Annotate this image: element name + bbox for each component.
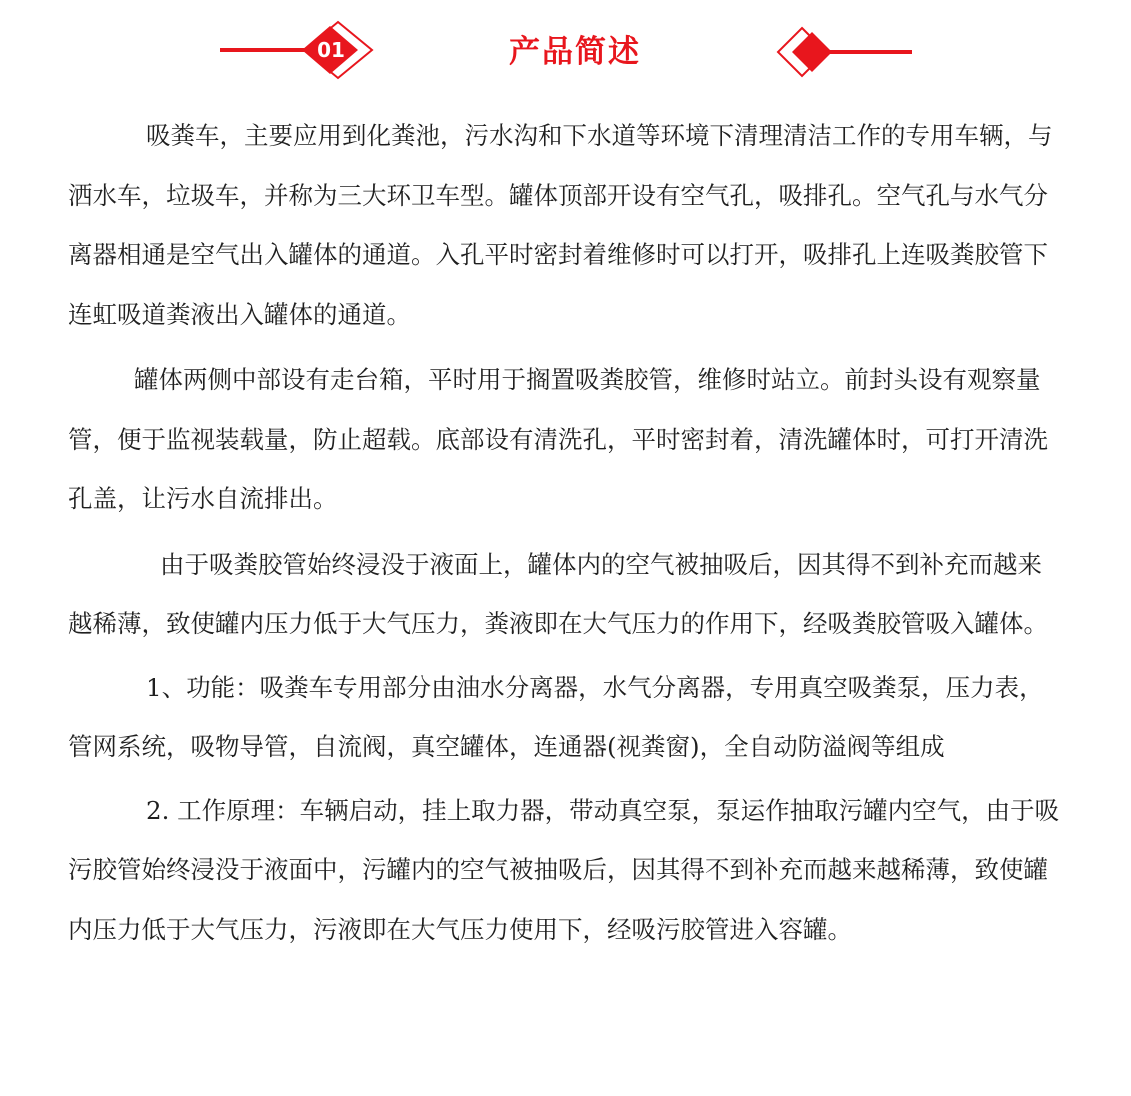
paragraph-working-principle: 2. 工作原理：车辆启动，挂上取力器，带动真空泵，泵运作抽取污罐内空气，由于吸污胶管始终浸没于液面中，污罐内的空气被抽吸后，因其得不到补充而越来越稀薄，致使罐内压力低于大气压力，污液即在大气压力使用下，经吸污胶管进入容罐。 [68,795,1060,944]
paragraph-intro: 吸粪车，主要应用到化粪池，污水沟和下水道等环境下清理清洁工作的专用车辆，与洒水车，垃圾车，并称为三大环卫车型。罐体顶部开设有空气孔，吸排孔。空气孔与水气分离器相通是空气出入罐体的通道。入孔平时密封着维修时可以打开，吸排孔上连吸粪胶管下连虹吸道粪液出入罐体的通道。 [68,121,1053,329]
article-body [68,106,1063,959]
section-header [0,0,1131,110]
right-diamond [792,32,832,72]
paragraph-suction-principle: 由于吸粪胶管始终浸没于液面上，罐体内的空气被抽吸后，因其得不到补充而越来越稀薄，致使罐内压力低于大气压力，粪液即在大气压力的作用下，经吸粪胶管吸入罐体。 [68,549,1048,638]
section-number: 01 [317,38,345,62]
paragraph-function: 1、功能：吸粪车专用部分由油水分离器，水气分离器，专用真空吸粪泵，压力表，管网系统，吸物导管，自流阀，真空罐体，连通器(视粪窗)，全自动防溢阀等组成 [68,672,1044,761]
paragraph-tank-structure: 罐体两侧中部设有走台箱，平时用于搁置吸粪胶管，维修时站立。前封头设有观察量管，便于监视装载量，防止超载。底部设有清洗孔，平时密封着，清洗罐体时，可打开清洗孔盖，让污水自流排出。 [68,365,1048,513]
section-title: 产品简述 [509,34,641,70]
